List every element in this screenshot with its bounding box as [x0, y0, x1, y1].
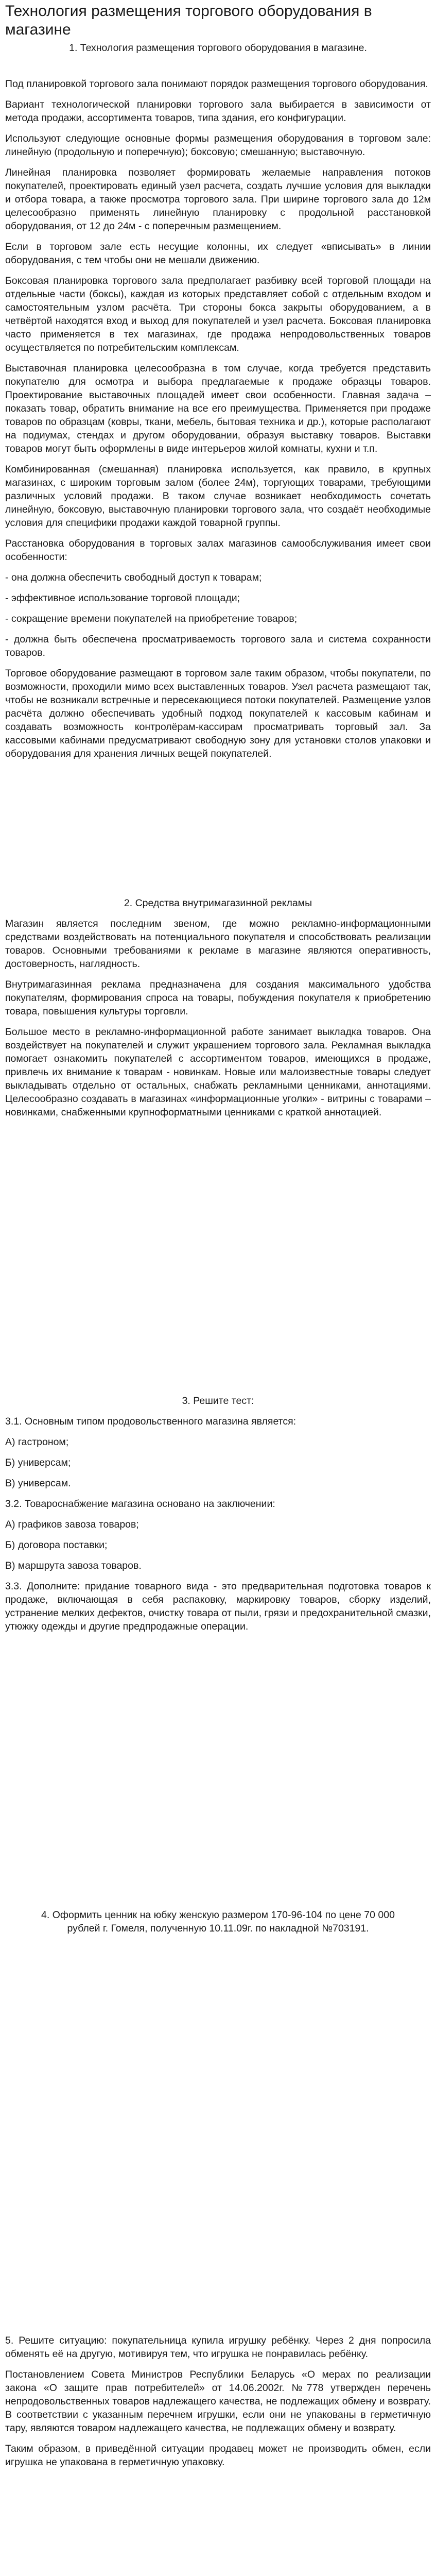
- spacer: [5, 1640, 431, 1908]
- section-2-heading: 2. Средства внутримагазинной рекламы: [124, 897, 312, 909]
- list-item: - эффективное использование торговой площади;: [5, 592, 240, 604]
- paragraph: Вариант технологической планировки торгового зала выбирается в зависимости от метода продажи, ассортимента товаров, типа здания, его конфигурации.: [5, 99, 431, 124]
- question: 3.1. Основным типом продовольственного магазина является:: [5, 1416, 297, 1427]
- paragraph: Используют следующие основные формы размещения оборудования в торговом зале: линейную (продольную и поперечную); боксовую; смешанную; выставочную.: [5, 133, 431, 158]
- paragraph: Большое место в рекламно-информационной работе занимает выкладка товаров. Она воздействует на покупателей и служит украшением торгового зала. Рекламная выкладка помогает ознакомить покупателей с ассортиментом товаров, имеющихся в продаже, привлечь их внимание к товарам - новинкам. Новые или малоизвестные товары следует выкладывать отдельно от остальных, снабжать рекламными ценниками, аннотациями. Целесообразно создавать в магазинах «информационные уголки» - витрины с товарами – новинками, снабженными крупноформатными ценниками с краткой аннотацией.: [5, 1026, 431, 1118]
- spacer: [5, 768, 431, 896]
- paragraph: Под планировкой торгового зала понимают порядок размещения торгового оборудования.: [5, 78, 428, 90]
- section-3-heading: 3. Решите тест:: [182, 1395, 254, 1406]
- answer-option: В) маршрута завоза товаров.: [5, 1560, 142, 1571]
- spacer: [5, 1942, 431, 2334]
- paragraph: Боксовая планировка торгового зала предполагает разбивку всей торговой площади на отдельные части (боксы), каждая из которых представляет собой с отдельным входом и самостоятельным узлом расчёта. Три стороны бокса закрыты оборудованием, а в четвёртой находятся вход и выход для покупателей и узел расчета. Боксовая планировка часто применяется в тех магазинах, где продажа непродовольственных товаров осуществляется по потребительским комплексам.: [5, 275, 431, 353]
- spacer: [5, 1126, 431, 1394]
- answer-option: Б) договора поставки;: [5, 1539, 108, 1551]
- paragraph: Если в торговом зале есть несущие колонны, их следует «вписывать» в линии оборудования, с тем чтобы они не мешали движению.: [5, 241, 431, 266]
- section-4-heading: 4. Оформить ценник на юбку женскую размером 170-96-104 по цене 70 000 рублей г. Гомеля, полученную 10.11.09г. по накладной №703191.: [41, 1909, 395, 1934]
- paragraph: Постановлением Совета Министров Республики Беларусь «О мерах по реализации закона «О защите прав потребителей» от 14.06.2002г. №778 утвержден перечень непродовольственных товаров надлежащего качества, не подлежащих обмену и возврату. В соответствии с указанным перечнем игрушки, если они не упакованы в герметичную тару, являются товаром надлежащего качества, не подлежащих обмену и возврату.: [5, 2369, 431, 2434]
- answer-option: Б) универсам;: [5, 1457, 71, 1468]
- paragraph: Внутримагазинная реклама предназначена для создания максимального удобства покупателям, формирования спроса на товары, побуждения покупателя к приобретению товара, повышения культуры торговли.: [5, 979, 431, 1017]
- section-5: [5, 2334, 431, 2469]
- paragraph: Магазин является последним звеном, где можно рекламно-информационными средствами воздействовать на потенциального покупателя и способствовать реализации товаров. Основными требованиями к рекламе в магазине являются оперативность, достоверность, наглядность.: [5, 918, 431, 970]
- spacer: [5, 62, 431, 77]
- section-4: [5, 1908, 431, 1935]
- paragraph: Расстановка оборудования в торговых залах магазинов самообслуживания имеет свои особенности:: [5, 538, 431, 563]
- document-title: Технология размещения торгового оборудования в магазине: [5, 3, 372, 38]
- list-item: - она должна обеспечить свободный доступ к товарам;: [5, 572, 262, 583]
- question: 3.3. Дополните: придание товарного вида - это предварительная подготовка товаров к продаже, включающая в себя распаковку, маркировку товаров, сборку изделий, устранение мелких дефектов, очистку товара от пыли, грязи и предохранительной смазки, утюжку одежды и другие предпродажные операции.: [5, 1581, 431, 1632]
- paragraph: Выставочная планировка целесообразна в том случае, когда требуется представить покупателю для осмотра и выбора предлагаемые к продаже образцы товаров. Проектирование выставочных площадей имеет свои особенности. Главная задача – показать товар, обратить внимание на все его преимущества. Применяется при продаже товаров по образцам (ковры, ткани, мебель, бытовая техника и др.), которые располагают на подиумах, стендах и другом оборудовании, образуя выставку товаров. Выставки товаров могут быть оформлены в виде интерьеров жилой комнаты, кухни и т.п.: [5, 363, 431, 454]
- answer-option: А) графиков завоза товаров;: [5, 1519, 139, 1530]
- paragraph: Линейная планировка позволяет формировать желаемые направления потоков покупателей, проектировать единый узел расчета, создать лучшие условия для выкладки и отбора товара, а также просмотра торгового зала. При ширине торгового зала до 12м целесообразно применять линейную планировку с продольной расстановкой оборудования, от 12 до 24м - с поперечным размещением.: [5, 167, 431, 232]
- list-item: - должна быть обеспечена просматриваемость торгового зала и система сохранности товаров.: [5, 634, 431, 658]
- section-3: [5, 1394, 431, 1633]
- paragraph: Комбинированная (смешанная) планировка используется, как правило, в крупных магазинах, с широким торговым залом (более 24м), торгующих товарами, требующими различных условий продажи. В таком случае возникает необходимость сочетать линейную, боксовую, выставочную планировки торгового зала, что создаёт необходимые условия для специфики продажи каждой товарной группы.: [5, 464, 431, 529]
- paragraph: 5. Решите ситуацию: покупательница купила игрушку ребёнку. Через 2 дня попросила обменять её на другую, мотивируя тем, что игрушка не понравилась ребёнку.: [5, 2335, 431, 2360]
- section-2: [5, 896, 431, 1119]
- question: 3.2. Товароснабжение магазина основано на заключении:: [5, 1498, 275, 1510]
- answer-option: А) гастроном;: [5, 1436, 69, 1448]
- paragraph: Торговое оборудование размещают в торговом зале таким образом, чтобы покупатели, по возможности, проходили мимо всех выставленных товаров. Узел расчета размещают так, чтобы не возникали встречные и пересекающиеся потоки покупателей. Размещение узлов расчёта должно обеспечивать удобный подход покупателей к кассовым кабинам и создавать возможность контролёрам-кассирам просматривать торговый зал. За кассовыми кабинами предусматривают свободную зону для установки столов упаковки и оборудования для хранения личных вещей покупателей.: [5, 668, 431, 759]
- list-item: - сокращение времени покупателей на приобретение товаров;: [5, 613, 298, 624]
- section-1-heading: 1. Технология размещения торгового оборудования в магазине.: [69, 42, 367, 54]
- paragraph: Таким образом, в приведённой ситуации продавец может не производить обмен, если игрушка не упакована в герметичную упаковку.: [5, 2443, 431, 2468]
- answer-option: В) универсам.: [5, 1478, 71, 1489]
- section-1: [5, 77, 431, 760]
